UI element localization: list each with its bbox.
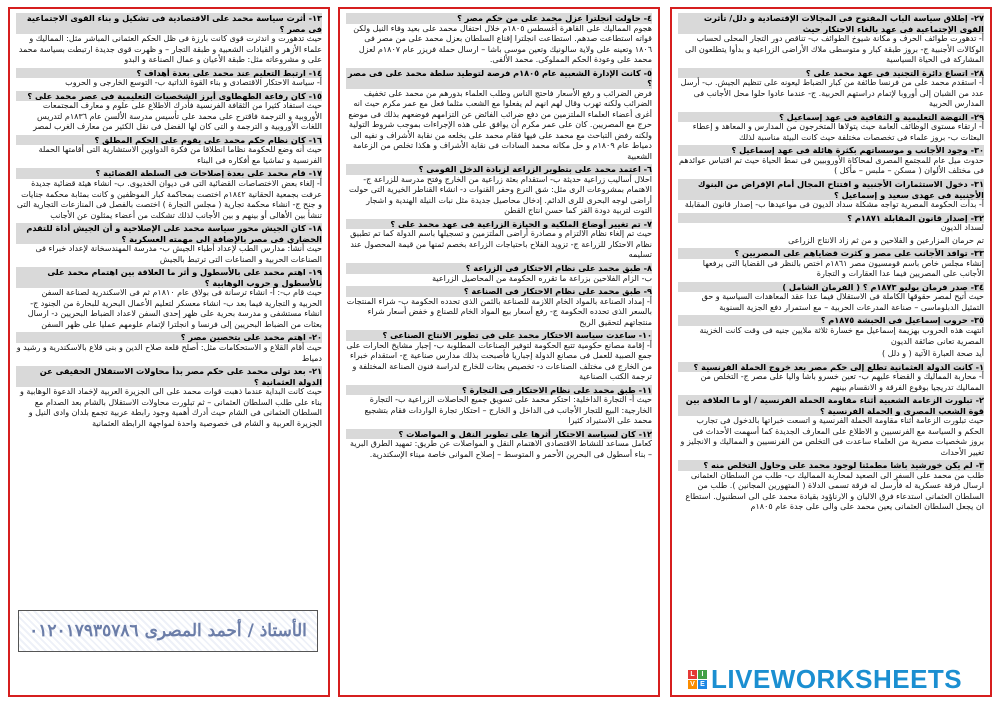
question-title: ١٩- اهتم محمد على بالأسطول و أثر ما العلاقة بين اهتمام محمد على بالأسطول و حروب الوهابية ؟ [16, 267, 322, 288]
answer-text: حيث تبلورت الزعامة أثناء مقاومة الحملة الفرنسية و اتسعت خبراتها بالدخول فى تجارب الحكم و السياسة مع الفرنسيين و الاطلاع على المعارف الجديدة كما أسهمت الأحداث فى بروز شخصيات مصرية من العلماء ساعدت فى التخلص من الفرنسيين و المماليك و الانجليز و تغيير الأحداث [680, 416, 984, 457]
question-title: ٣٤- صدر فرمان يوليو ١٨٧٣م ؟ ( الفرمان الشامل ) [678, 282, 984, 293]
answer-text: حيث أتيح لمصر حقوقها الكاملة فى الاستقلال فيما عدا عقد المعاهدات السياسية و حق التمثيل الدبلوماسى – صناعة المدرعات الحربية – مع استمرار دفع الجزية السنوية [701, 292, 984, 312]
question-title: ١- كانت الدولة العثمانية تطلع إلى حكم مصر بعد خروج الحملة الفرنسية ؟ [678, 362, 984, 373]
question-title: ١٥- كان رفاعة الطهطاوى أبرز الشخصيات التعليمية فى عصر محمد على ؟ [16, 91, 322, 102]
answer-text: انتهت هذه الحروب بهزيمة إسماعيل مع خسارة ثلاثة ملايين جنيه فى وقت كانت الخزينة المصرية تعانى ضائقة الديون [699, 326, 984, 346]
answer-text: حيث قام ب-: أ- انشاء ترسانة فى بولاق عام ١٨١٠م ثم فى الاسكندرية لصناعة السفن الحربية و التجارية فيما بعد ب- انشاء معسكر لتعليم الأعمال البحرية للبحارة من الجنود ج- انشاء مستشفى و مدرسة بحرية على ظهر إحدى السفن لاعداد الضباط البحريين د- ارسال بعثات من الضباط البحريين إلى فرنسا و انجلترا لإتمام علومهم عمليا على ظهر السفن [27, 288, 322, 329]
question-item [678, 68, 984, 110]
liveworksheets-logo-icon [688, 670, 707, 689]
question-item [678, 179, 984, 211]
question-item [346, 385, 652, 427]
question-title: ١٢- كان لسياسة الاحتكار أثرها على تطوير النقل و المواصلات ؟ [346, 429, 652, 440]
question-item [16, 13, 322, 66]
logo-letter-v: V [688, 680, 697, 689]
teacher-signature: الأستاذ / أحمد المصرى ٠١٢٠١٧٩٣٥٧٨٦ [18, 610, 318, 652]
question-item [678, 349, 984, 360]
answer-text: أيد صحة العبارة الآتية ( و دلل ) [882, 349, 984, 359]
question-title: ٢٧- إطلاق سياسة الباب المفتوح فى المجالات الإقتصادية و دلل/ تأثرت القوى الإجتماعية فى عهد بالغاء الاحتكار حيث [678, 13, 984, 34]
question-title: ٨- طبق محمد على نظام الاحتكار فى الزراعة ؟ [346, 263, 652, 274]
question-item [16, 135, 322, 167]
answer-text: لسداد الديون [940, 223, 984, 233]
answer-text: حدوث ميل عام للمجتمع المصرى لمحاكاة الأوروبيين فى نمط الحياة حيث تم اقتباس عوائدهم فى مختلف الألوان ( مسكن – ملبس – مأكل ) [679, 155, 984, 176]
question-item [16, 91, 322, 133]
liveworksheets-wordmark: LIVEWORKSHEETS [711, 663, 963, 694]
right-column-items [678, 13, 984, 513]
question-item [678, 112, 984, 144]
question-title: ٢- تبلورت الزعامة الشعبية أثناء مقاومة الحملة الفرنسية / أو ما العلاقة بين قوة الشعب المصرى و الحملة الفرنسية ؟ [678, 395, 984, 416]
answer-text: حيث تم إلغاء نظام الالتزام و مصادرة أراضى الملتزمين و تسجيلها باسم الدولة كما تم تطبيق نظام الاحتكار للزراعة ج- تزويد الفلاح باحتياجات الزراعة بخصم ثمنها من قيمة المحصول عند تسليمه [350, 229, 652, 260]
question-item [678, 145, 984, 177]
question-item [16, 223, 322, 265]
answer-text: هجوم المماليك على القاهرة أغسطس ١٨٠٥م خلال احتفال محمد على بعيد وفاء النيل ولكن قواته استطاعت صدهم. استطاعت انجلترا إقناع السلطان بعزل محمد على من مصر فى ١٨٠٦ وتعينه على ولاية سالونيك وتعين موسى باشا – ارسال حملة فريزر عام ١٨٠٧م لعزل محمد على وعودة الحكم المملوكى. محمد الألفى. [353, 23, 652, 65]
answer-text: أ- إقامة مصانع حكومية تتبع الحكومة لتوفير الصناعات المطلوبة ب- إجبار مشايخ الحارات على جمع الصبية للعمل فى مصانع الدولة إجباريا فأصبحت بذلك مدارس صناعية ج- استقدام خبراء من الخارج فى مختلف الصناعات د- تخصيص بعثات للخارج لدراسة فنون الصناعة المختلفة و ترجمة الكتب الصناعية [346, 340, 652, 382]
question-item [346, 263, 652, 284]
question-item [678, 395, 984, 458]
answer-text: أ- سياسة الاحتكار الاقتصادى و بناء القوة الذاتية ب- التوسع الخارجى و الحروب [65, 78, 322, 88]
question-title: ١١- طبق محمد على نظام الاحتكار فى التجارة ؟ [346, 385, 652, 396]
answer-text: طلب من محمد على السفر الى الصعيد لمحاربة المماليك ب- طلب من السلطان العثمانى ارسال فرقة عسكرية له فأرسل له فرقة تسمى الدلاة ( المتهورين المجانين ). طلب من السلطان العثمانى استدعاء فرق الالبان و الارناؤود بقيادة محمد على الى اسطنبول. استطاع ان يجعل السلطان العثمانى يعين محمد على والى على جدة عام ١٨٠٥م [685, 470, 984, 512]
question-title: ٩- طبق محمد على نظام الاحتكار فى الصناعة ؟ [346, 286, 652, 297]
question-item [346, 164, 652, 217]
answer-text: حيث أنه وضع للحكومة نظاما انطلاقا من فكرة الدواوين الاستشارية التى أقامتها الحملة الفرنسية و تماشيا مع أفكاره فى البناء [38, 145, 322, 165]
question-title: ٦- اعتمد محمد على بتطوير الزراعة لزيادة الدخل القومى ؟ [346, 164, 652, 175]
question-item [678, 248, 984, 280]
question-title: ٢٠- اهتم محمد على بتحصين مصر ؟ [16, 332, 322, 343]
question-item [678, 362, 984, 394]
question-item [16, 68, 322, 89]
left-column-items [16, 13, 322, 429]
logo-letter-i: I [698, 670, 707, 679]
answer-text: أ- استقدم محمد على من فرنسا طائفة من كبار الضباط ليعونه على تنظيم الجيش. ب- أرسل عدد من الشبان إلى أوروبا لإتمام دراستهم الحربية. ج- عندما عادوا حلوا محل الأجانب فى المدارس الحربية [680, 78, 984, 109]
question-item [346, 330, 652, 383]
question-item [678, 236, 984, 247]
question-item [678, 213, 984, 234]
question-item [16, 168, 322, 221]
question-item [678, 315, 984, 347]
answer-text: أ- تدهورت طوائف الحرف و مكانة شيوخ الطوائف ب- تناقص دور التجار المحلى لحساب الوكالات الأجنبية ج- بروز طبقة كبار و متوسطى ملاك الأراضى الزراعية و بدأوا يتطلعون الى المشاركة فى الحياة السياسية [685, 34, 984, 65]
logo-letter-l: L [688, 670, 697, 679]
question-title: ٢٨- اتساع دائرة التجنيد فى عهد محمد على ؟ [678, 68, 984, 79]
answer-text: إنشاء مجلس خاص باسم قومسيون مصر ١٨٦١م اختص بالنظر فى القضايا التى يرفعها الأجانب على المصريين فيما عدا العقارات و التجارة [702, 258, 984, 279]
logo-letter-e: E [698, 680, 707, 689]
question-title: ٣٠- وجود الأجانب و موسساتهم بكثرة هائلة فى عهد إسماعيل ؟ [678, 145, 984, 156]
question-title: ٣٣- توافد الأجانب على مصر و كثرت قضاياهم على المصريين ؟ [678, 248, 984, 259]
answer-text: حيث استفاد كثيرا من الثقافة الفرنسية فأدرك الاطلاع على علوم و معارف المجتمعات الأوروبية و الترجمة فاقترح على محمد على تأسيس مدرسة الألسن عام ١٨٣٦م لتدريس اللغات الأوروبية و الترجمة و التى كان لها الفضل فى نقل الكثير من معارف الغرب لمصر [33, 101, 322, 132]
question-title: ٢٩- النهضة التعليمية و الثقافية فى عهد إسماعيل ؟ [678, 112, 984, 123]
question-item [678, 13, 984, 66]
answer-text: حيث أنشأ: مدارس الطب لإعداد أطباء الجيش ب- مدرسة المهندسخانة لإعداد خبراء فى الصناعات الحربية و الصناعات التى ترتبط بالجيش [35, 244, 322, 264]
liveworksheets-brand [688, 664, 988, 694]
question-title: ٣٥- حروب إسماعيل فى الحبشة ١٨٧٥م ؟ [678, 315, 984, 326]
question-item [678, 460, 984, 513]
answer-text: احلال أساليب زراعية حديثة ب- استقدام بعثة زراعية من الخارج وفتح مدرسة للزراعة ج- الاهتمام بمشروعات الرى مثل: شق الترع وحفر القنوات د- انشاء القناطر الخيرية التى حولت أراضى لوجه البحرى للرى الدائم. إدخال محاصيل جديدة مثل نبات النيلة الهندية و اشجار التوت لتربية دودة القز كما حسن انتاج القطن [348, 174, 652, 216]
question-item [346, 13, 652, 66]
right-column [670, 7, 992, 697]
question-item [678, 282, 984, 314]
question-title: ٣١- دخول الاستثمارات الأجنبية و افتتاح المجال أمام الإقراض من البنوك الأجنبية فى عهدى سعيد و إسماعيل ؟ [678, 179, 984, 200]
question-item [16, 267, 322, 330]
question-item [346, 429, 652, 461]
question-title: ١٠- ساعدت سياسة الاحتكار محمد على فى تطوير الانتاج الصناعى ؟ [346, 330, 652, 341]
answer-text: أ- إلغاء بعض الاختصاصات القضائية التى فى ديوان الخديوى. ب- انشاء هيئة قضائية جديدة عرفت بجمعية الحقانية ١٨٤٢م اختصت بمحاكمة كبار الموظفين و كانت بمثابة محكمة جنايات و جنح ج- انشاء محكمة تجارية ( مجلس التجارة ) اختصت بالفصل فى المنازعات التجارية التى تنشأ بين الأهالى أو بينهم و بين الأجانب لذلك تشكلت من أعضاء يمثلون عن الأجانب [16, 179, 322, 220]
question-item [346, 68, 652, 163]
answer-text: حيث تدهورت و اندثرت قوى كانت بارزة فى ظل الحكم العثمانى المباشر مثل: المماليك و علماء الأزهر و القيادات الشعبية و طبقة التجار – و ظهرت قوى جديدة ارتبطت بسياسة محمد على و مشروعاته مثل: طبقة الأعيان و عمال الصناعة و البدو [18, 34, 322, 65]
answer-text: فرض الضرائب و رفع الأسعار فاحتج الناس وطلب العلماء بدورهم من محمد على تخفيف الضرائب ولكنه تهرب وقال لهم انهم لم يفعلوا مع الشعب مثلما فعل مع عمر مكرم حيث انه أغرى أعضاء العلماء الملتزمين من دفع ضرائب الفائض عن التزامهم فوضعهم بذلك فى موضع حرج مع المصريين. كان على عمر مكرم أن يوافق على هذه الإجراءات بموجب شروط التولية ولكنه رفض التباحث مع محمد على فيها فقام محمد على بخلعه من نقابة الأشراف و نفيه الى دمياط عام ١٨٠٩م و حل مكانه محمد السادات فى نقابة الأشراف و هكذا تخلص من الزعامة الشعبية [348, 88, 652, 161]
question-title: ١٧- قام محمد على بعدة إصلاحات فى السلطة القضائية ؟ [16, 168, 322, 179]
answer-text: تم حرمان المزارعين و الفلاحين و من ثم زاد الانتاج الزراعى [788, 235, 984, 245]
answer-text: أ- إمداد الصناعة بالمواد الخام اللازمة للصناعة بالثمن الذى تحدده الحكومة ب- شراء المنتجات بالسعر الذى تحدده الحكومة ج- رفع أسعار بيع المواد الخام للصناع و خفض أسعار شراء منتجاتهم لتحقيق الربح [346, 296, 652, 327]
answer-text: حيث أ- التجارة الداخلية: احتكر محمد على تسويق جميع الحاصلات الزراعية ب- التجارة الخارجية: البيع للتجار الأجانب فى الداخل و الخارج – احتكار تجارة الواردات فقام بتشجيع محمد على الاستيراد كثيرا [364, 395, 652, 426]
question-title: ٢١- بعد تولى محمد على حكم مصر بدأ محاولات الاستقلال الحقيقى عن الدولة العثمانية ؟ [16, 366, 322, 387]
question-title: ١٤- ارتبط التعليم عند محمد على بعدة أهداف ؟ [16, 68, 322, 79]
answer-text: ب- الزام الفلاحين بزراعة ما تقرره الحكومة من المحاصيل الزراعية [432, 273, 652, 283]
answer-text: كعامل مساعد للنشاط الاقتصادى الاهتمام النقل و المواصلات عن طريق: تمهيد الطرق البرية – بناء أسطول فى البحرين الأحمر و المتوسط – إصلاح الموانى خاصة ميناء الإسكندرية. [350, 439, 652, 459]
question-title: ٥- كانت الإدارة الشعبية عام ١٨٠٥م فرصة لتوطيد سلطة محمد على فى مصر ؟ [347, 67, 652, 89]
question-title: ١٨- كان الجيش محور سياسة محمد على الإصلاحية و أن الجيش أداة للتقدم الحضارى فى مصر بالإضافة الى مهمته العسكرية ؟ [16, 223, 322, 244]
question-title: ١٦- كان نظام حكم محمد على يقوم على الحكم المطلق ؟ [16, 135, 322, 146]
left-column [8, 7, 330, 697]
question-title: ٧- تم تغيير أوضاع الملكية و الحيازة الزراعية فى عهد محمد على ؟ [346, 219, 652, 230]
question-title: ٤- حاولت انجلترا عزل محمد على من حكم مصر ؟ [346, 13, 652, 24]
question-item [346, 286, 652, 328]
middle-column [338, 7, 660, 697]
question-item [16, 366, 322, 429]
question-title: ٣- لم يكن خورشيد باشا مطمئنا لوجود محمد على وحاول التخلص منه ؟ [678, 460, 984, 471]
answer-text: حيث أقام القلاع و الاستحكامات مثل: أصلح قلعة صلاح الدين و بنى قلاع بالاسكندرية و رشيد و دمياط [16, 343, 322, 363]
question-item [16, 332, 322, 364]
answer-text: حيث كانت البداية عندما ذهبت قوات محمد على الى الجزيرة العربية لإخماد الدعوة الوهابية و بناء على طلب السلطان العثمانى – ثم تبلورت محاولات الاستقلال بالشام بعد الصدام مع السلطان العثمانى فى الشام حيث أدرك أهمية وجود رابطة عربية تجمع بلدان وادى النيل و الجزيرة العربية و الشام فى خصوصية واحدة لمواجهة الرابطة العثمانية [20, 387, 322, 428]
answer-text: أ- ارتقاء مستوى الوظائف العامة حيث يتولاها المتخرجون من المدارس و المعاهد و إعطاء البعثات ب- بروز علماء فى تخصصات مختلفة حيث كانت البيئة مناسبة لذلك [692, 122, 984, 142]
answer-text: أ- محاربة المماليك و القضاء عليهم ب- تعين خسرو باشا واليا على مصر ج- التخلص من المماليك تدريجيا بوقوع الفرقة و الانقسام بينهم [700, 372, 984, 392]
middle-column-items [346, 13, 652, 460]
question-title: ١٣- أثرت سياسة محمد على الاقتصادية فى تشكيل و بناء القوى الاجتماعية فى مصر ؟ [16, 13, 322, 34]
question-title: ٣٢- إصدار قانون المقابلة ١٨٧١م ؟ [678, 213, 984, 224]
answer-text: أ- بدأت الحكومة المصرية تواجه مشكلة سداد الديون فى مواعيدها ب- إصدار قانون المقابلة [684, 200, 984, 210]
question-item [346, 219, 652, 261]
